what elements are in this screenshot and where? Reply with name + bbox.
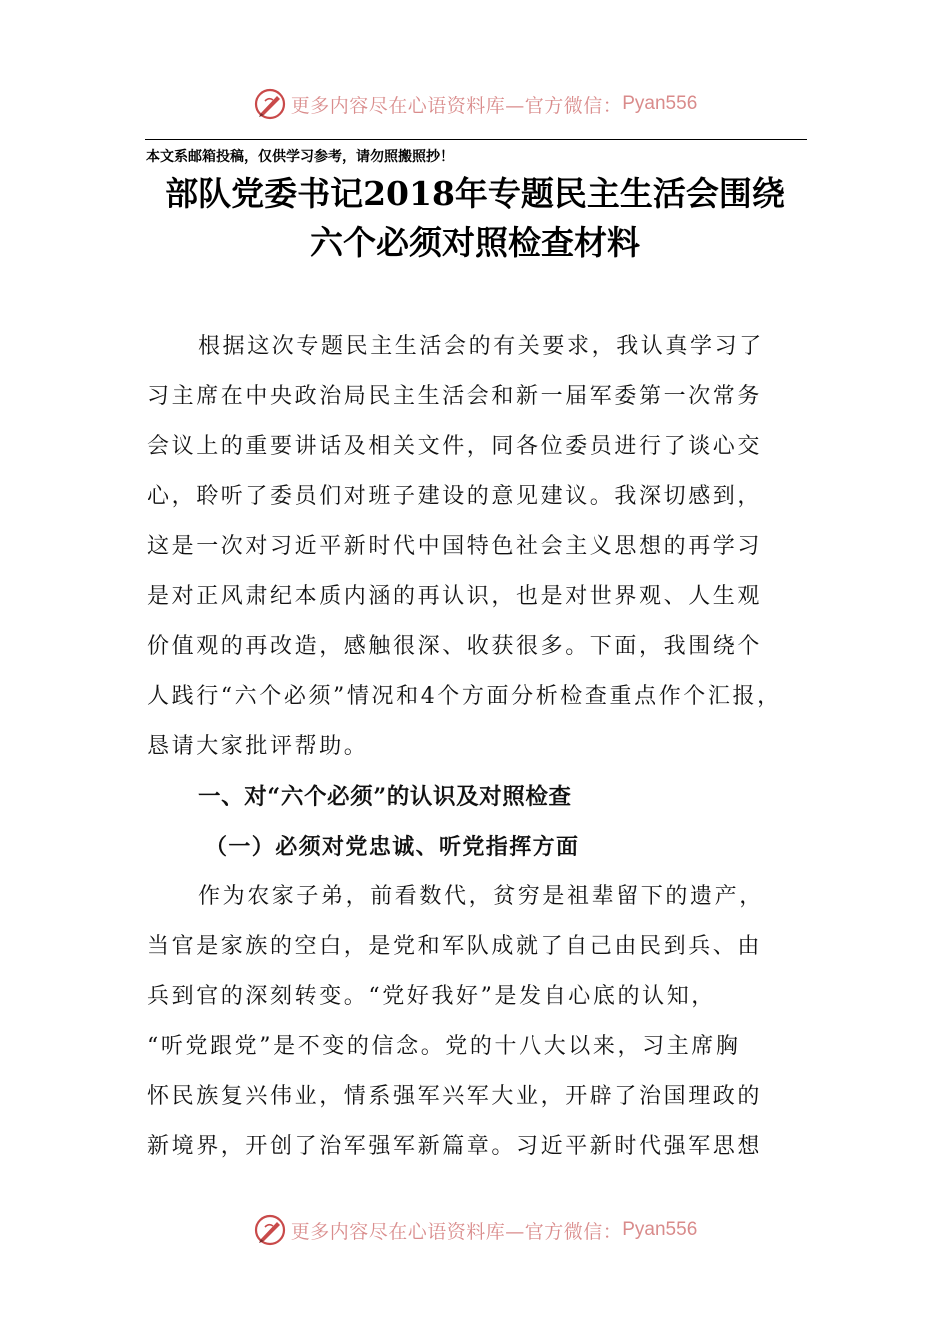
body-line: 作为农家子弟，前看数代，贫穷是祖辈留下的遗产， [198, 884, 764, 909]
body-line: 价值观的再改造，感触很深、收获很多。下面，我围绕个 [147, 634, 763, 659]
footer-banner [0, 1210, 950, 1250]
body-line: 心，聆听了委员们对班子建设的意见建议。我深切感到， [147, 484, 763, 509]
section-heading: （一）必须对党忠诚、听党指挥方面 [205, 834, 580, 860]
document-body [147, 322, 827, 1172]
banner-text: 更多内容尽在心语资料库—官方微信： [290, 1220, 623, 1243]
body-line: 人践行“六个必须”情况和4个方面分析检查重点作个汇报， [147, 684, 782, 709]
body-line: “听党跟党”是不变的信念。党的十八大以来，习主席胸 [147, 1034, 741, 1059]
header-banner [0, 84, 950, 124]
banner-text: 更多内容尽在心语资料库—官方微信： [290, 94, 623, 117]
body-line: 兵到官的深刻转变。“党好我好”是发自心底的认知， [147, 984, 716, 1009]
header-rule [145, 139, 807, 140]
body-line: 新境界，开创了治军强军新篇章。习近平新时代强军思想 [147, 1134, 763, 1159]
document-title-line-1: 部队党委书记2018年专题民主生活会围绕 [165, 174, 785, 213]
body-line: 当官是家族的空白，是党和军队成就了自己由民到兵、由 [147, 934, 763, 959]
pen-logo-icon [253, 87, 287, 121]
body-line: 这是一次对习近平新时代中国特色社会主义思想的再学习 [147, 534, 763, 559]
notice-text: 本文系邮箱投稿，仅供学习参考，请勿照搬照抄！ [146, 149, 454, 165]
section-heading: 一、对“六个必须”的认识及对照检查 [198, 784, 572, 810]
body-line: 是对正风肃纪本质内涵的再认识，也是对世界观、人生观 [147, 584, 763, 609]
banner-wechat-id: Pyan556 [622, 93, 698, 114]
pen-logo-icon [253, 1213, 287, 1247]
body-line: 习主席在中央政治局民主生活会和新一届军委第一次常务 [147, 384, 763, 409]
body-line: 怀民族复兴伟业，情系强军兴军大业，开辟了治国理政的 [147, 1084, 763, 1109]
body-line: 恳请大家批评帮助。 [147, 734, 369, 759]
banner-wechat-id: Pyan556 [622, 1219, 698, 1240]
body-line: 会议上的重要讲话及相关文件，同各位委员进行了谈心交 [147, 434, 763, 459]
document-title-line-2: 六个必须对照检查材料 [310, 223, 640, 262]
body-line: 根据这次专题民主生活会的有关要求，我认真学习了 [198, 334, 764, 359]
